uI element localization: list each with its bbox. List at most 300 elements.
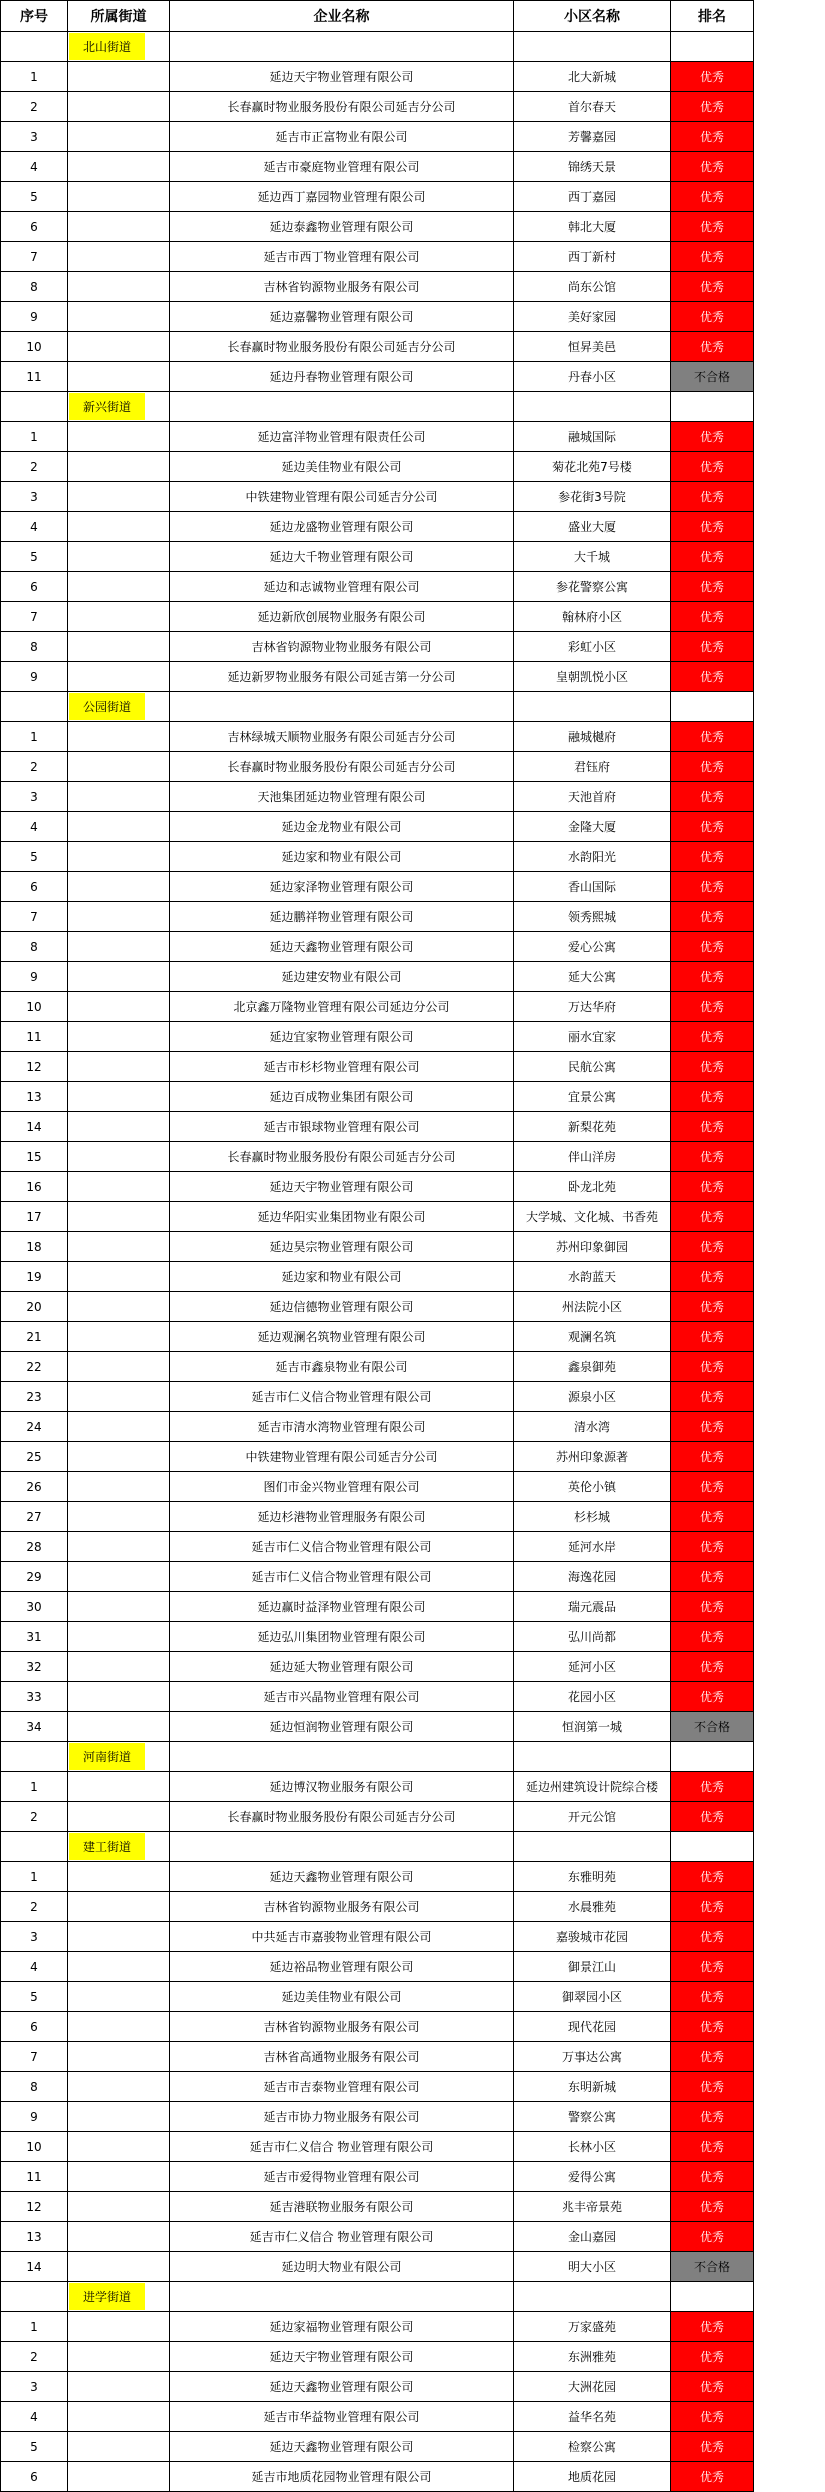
row-rank: 优秀 [671,2462,754,2492]
row-company: 延吉市仁义信合物业管理有限公司 [170,1532,514,1562]
row-company: 延吉市仁义信合 物业管理有限公司 [170,2222,514,2252]
table-row [1,2462,754,2492]
row-company: 延边西丁嘉园物业管理有限公司 [170,182,514,212]
table-row [1,152,754,182]
row-rank: 优秀 [671,1112,754,1142]
row-street [68,1082,170,1112]
row-community: 北大新城 [514,62,671,92]
header-company: 企业名称 [170,1,514,32]
row-company: 延吉市爱得物业管理有限公司 [170,2162,514,2192]
row-street [68,1352,170,1382]
row-rank: 优秀 [671,212,754,242]
row-company: 天池集团延边物业管理有限公司 [170,782,514,812]
header-street: 所属街道 [68,1,170,32]
row-no: 9 [1,662,68,692]
row-rank: 优秀 [671,1562,754,1592]
row-no: 13 [1,2222,68,2252]
section-rank-cell [671,2282,754,2312]
row-no: 8 [1,2072,68,2102]
table-row [1,1592,754,1622]
row-no: 4 [1,1952,68,1982]
row-company: 延吉市仁义信合物业管理有限公司 [170,1382,514,1412]
row-rank: 优秀 [671,1262,754,1292]
row-street [68,242,170,272]
row-street [68,2102,170,2132]
table-row [1,1052,754,1082]
row-community: 大学城、文化城、书香苑 [514,1202,671,1232]
section-row [1,32,754,62]
row-street [68,1712,170,1742]
row-no: 5 [1,2432,68,2462]
table-row [1,1142,754,1172]
row-community: 观澜名筑 [514,1322,671,1352]
row-street [68,1262,170,1292]
row-company: 延边家福物业管理有限公司 [170,2312,514,2342]
row-no: 24 [1,1412,68,1442]
table-row [1,1622,754,1652]
row-no: 1 [1,1772,68,1802]
row-company: 延边赢时益泽物业管理有限公司 [170,1592,514,1622]
row-company: 延边龙盛物业管理有限公司 [170,512,514,542]
row-rank: 不合格 [671,362,754,392]
row-no: 2 [1,752,68,782]
row-company: 延吉市豪庭物业管理有限公司 [170,152,514,182]
row-company: 延边家泽物业管理有限公司 [170,872,514,902]
section-rank-cell [671,1742,754,1772]
row-company: 延吉市清水湾物业管理有限公司 [170,1412,514,1442]
row-rank: 优秀 [671,512,754,542]
table-row [1,182,754,212]
row-community: 芳馨嘉园 [514,122,671,152]
table-row [1,2252,754,2282]
row-company: 延边裕品物业管理有限公司 [170,1952,514,1982]
row-company: 延边建安物业有限公司 [170,962,514,992]
row-community: 卧龙北苑 [514,1172,671,1202]
table-row [1,872,754,902]
row-street [68,962,170,992]
section-community-cell [514,1832,671,1862]
header-row [1,1,754,32]
row-rank: 优秀 [671,272,754,302]
row-street [68,512,170,542]
row-no: 7 [1,602,68,632]
row-rank: 优秀 [671,962,754,992]
row-no: 8 [1,932,68,962]
table-row [1,902,754,932]
row-company: 延吉市吉泰物业管理有限公司 [170,2072,514,2102]
row-community: 韩北大厦 [514,212,671,242]
row-no: 28 [1,1532,68,1562]
row-company: 延吉市杉杉物业管理有限公司 [170,1052,514,1082]
table-row [1,122,754,152]
row-no: 26 [1,1472,68,1502]
row-rank: 优秀 [671,1652,754,1682]
row-community: 丽水宜家 [514,1022,671,1052]
row-community: 锦绣天景 [514,152,671,182]
row-no: 16 [1,1172,68,1202]
row-rank: 优秀 [671,1862,754,1892]
row-community: 开元公馆 [514,1802,671,1832]
row-street [68,122,170,152]
row-community: 首尔春天 [514,92,671,122]
row-rank: 优秀 [671,1292,754,1322]
row-community: 英伦小镇 [514,1472,671,1502]
row-rank: 优秀 [671,2012,754,2042]
row-street [68,2072,170,2102]
row-community: 皇朝凯悦小区 [514,662,671,692]
row-rank: 优秀 [671,932,754,962]
row-company: 延边泰鑫物业管理有限公司 [170,212,514,242]
row-no: 7 [1,2042,68,2072]
row-company: 延吉市仁义信合 物业管理有限公司 [170,2132,514,2162]
row-no: 11 [1,2162,68,2192]
section-row [1,392,754,422]
table-row [1,242,754,272]
row-street [68,1292,170,1322]
table-row [1,1652,754,1682]
row-company: 延边家和物业有限公司 [170,842,514,872]
row-community: 宜景公寓 [514,1082,671,1112]
table-row [1,482,754,512]
row-street [68,1382,170,1412]
section-community-cell [514,2282,671,2312]
section-company-cell [170,692,514,722]
row-no: 8 [1,632,68,662]
row-rank: 优秀 [671,92,754,122]
table-row [1,92,754,122]
table-row [1,992,754,1022]
row-company: 长春赢时物业服务股份有限公司延吉分公司 [170,752,514,782]
row-community: 民航公寓 [514,1052,671,1082]
row-no: 22 [1,1352,68,1382]
row-community: 清水湾 [514,1412,671,1442]
row-company: 长春赢时物业服务股份有限公司延吉分公司 [170,332,514,362]
row-street [68,2012,170,2042]
row-rank: 优秀 [671,1922,754,1952]
row-rank: 优秀 [671,2372,754,2402]
row-company: 延吉港联物业服务有限公司 [170,2192,514,2222]
row-community: 参花街3号院 [514,482,671,512]
row-street [68,212,170,242]
row-community: 东明新城 [514,2072,671,2102]
row-rank: 优秀 [671,122,754,152]
row-rank: 优秀 [671,722,754,752]
table-row [1,1922,754,1952]
row-street [68,1502,170,1532]
row-no: 6 [1,2012,68,2042]
row-no: 4 [1,2402,68,2432]
row-street [68,1142,170,1172]
row-rank: 优秀 [671,542,754,572]
row-company: 延吉市西丁物业管理有限公司 [170,242,514,272]
table-row [1,752,754,782]
row-rank: 优秀 [671,1382,754,1412]
row-community: 领秀熙城 [514,902,671,932]
row-community: 伴山洋房 [514,1142,671,1172]
row-company: 中共延吉市嘉骏物业管理有限公司 [170,1922,514,1952]
row-community: 融城国际 [514,422,671,452]
row-community: 地质花园 [514,2462,671,2492]
table-row [1,1502,754,1532]
row-no: 10 [1,2132,68,2162]
row-no: 18 [1,1232,68,1262]
row-no: 9 [1,962,68,992]
row-no: 3 [1,2372,68,2402]
row-community: 大千城 [514,542,671,572]
row-street [68,2252,170,2282]
row-rank: 优秀 [671,1502,754,1532]
row-no: 2 [1,1892,68,1922]
row-company: 延边恒润物业管理有限公司 [170,1712,514,1742]
row-no: 3 [1,1922,68,1952]
row-no: 14 [1,2252,68,2282]
row-street [68,812,170,842]
row-company: 延边延大物业管理有限公司 [170,1652,514,1682]
row-company: 吉林省钧源物业服务有限公司 [170,1892,514,1922]
row-street [68,2372,170,2402]
table-row [1,1892,754,1922]
row-street [68,782,170,812]
row-no: 13 [1,1082,68,1112]
row-no: 6 [1,212,68,242]
table-row [1,662,754,692]
table-row [1,2342,754,2372]
table-row [1,1112,754,1142]
row-street [68,2042,170,2072]
table-row [1,1232,754,1262]
table-row [1,1172,754,1202]
row-street [68,362,170,392]
row-rank: 优秀 [671,1322,754,1352]
row-no: 1 [1,62,68,92]
row-community: 弘川尚都 [514,1622,671,1652]
row-rank: 优秀 [671,902,754,932]
section-company-cell [170,1742,514,1772]
row-no: 17 [1,1202,68,1232]
row-company: 吉林省钧源物业服务有限公司 [170,2012,514,2042]
row-street [68,2402,170,2432]
table-row [1,1472,754,1502]
row-street [68,1412,170,1442]
row-community: 检察公寓 [514,2432,671,2462]
row-company: 延边百成物业集团有限公司 [170,1082,514,1112]
table-row [1,1022,754,1052]
row-street [68,542,170,572]
row-company: 延边美佳物业有限公司 [170,1982,514,2012]
row-community: 万事达公寓 [514,2042,671,2072]
row-company: 长春赢时物业服务股份有限公司延吉分公司 [170,1142,514,1172]
row-community: 苏州印象源著 [514,1442,671,1472]
row-community: 美好家园 [514,302,671,332]
row-company: 延边嘉馨物业管理有限公司 [170,302,514,332]
row-company: 延吉市兴晶物业管理有限公司 [170,1682,514,1712]
row-community: 东洲雅苑 [514,2342,671,2372]
row-street [68,2462,170,2492]
row-rank: 优秀 [671,1892,754,1922]
section-no-cell [1,32,68,62]
row-community: 新梨花苑 [514,1112,671,1142]
table-row [1,2402,754,2432]
row-street [68,272,170,302]
row-company: 延吉市仁义信合物业管理有限公司 [170,1562,514,1592]
row-street [68,1202,170,1232]
table-row [1,572,754,602]
section-rank-cell [671,692,754,722]
row-no: 2 [1,2342,68,2372]
table-row [1,1982,754,2012]
row-community: 鑫泉御苑 [514,1352,671,1382]
row-street [68,1592,170,1622]
row-company: 延边和志诚物业管理有限公司 [170,572,514,602]
table-row [1,812,754,842]
row-company: 延边美佳物业有限公司 [170,452,514,482]
row-street [68,1052,170,1082]
row-company: 吉林省高通物业服务有限公司 [170,2042,514,2072]
row-street [68,1862,170,1892]
row-rank: 优秀 [671,1472,754,1502]
row-street [68,2342,170,2372]
row-no: 10 [1,332,68,362]
row-rank: 优秀 [671,242,754,272]
row-rank: 优秀 [671,62,754,92]
row-company: 吉林省钧源物业物业服务有限公司 [170,632,514,662]
table-row [1,302,754,332]
table-row [1,1532,754,1562]
row-street [68,2132,170,2162]
row-no: 6 [1,572,68,602]
row-community: 州法院小区 [514,1292,671,1322]
row-company: 吉林绿城天顺物业服务有限公司延吉分公司 [170,722,514,752]
table-row [1,2042,754,2072]
table-row [1,422,754,452]
row-community: 金隆大厦 [514,812,671,842]
row-no: 2 [1,1802,68,1832]
section-no-cell [1,1742,68,1772]
section-community-cell [514,392,671,422]
street-label: 新兴街道 [69,393,145,420]
row-no: 12 [1,2192,68,2222]
table-row [1,2102,754,2132]
section-street-cell [68,2282,170,2312]
row-rank: 优秀 [671,1172,754,1202]
table-row [1,1562,754,1592]
row-rank: 优秀 [671,2432,754,2462]
row-street [68,872,170,902]
row-company: 延边观澜名筑物业管理有限公司 [170,1322,514,1352]
row-rank: 优秀 [671,152,754,182]
row-community: 长林小区 [514,2132,671,2162]
row-community: 丹春小区 [514,362,671,392]
row-no: 11 [1,362,68,392]
table-row [1,1382,754,1412]
row-rank: 不合格 [671,2252,754,2282]
row-company: 北京鑫万隆物业管理有限公司延边分公司 [170,992,514,1022]
section-street-cell [68,1742,170,1772]
table-row [1,2012,754,2042]
row-no: 6 [1,872,68,902]
row-community: 水韵蓝天 [514,1262,671,1292]
row-community: 水晨雅苑 [514,1892,671,1922]
row-rank: 优秀 [671,1772,754,1802]
section-community-cell [514,692,671,722]
table-row [1,2432,754,2462]
row-community: 参花警察公寓 [514,572,671,602]
row-company: 延边天鑫物业管理有限公司 [170,1862,514,1892]
row-company: 延边天鑫物业管理有限公司 [170,932,514,962]
row-rank: 优秀 [671,782,754,812]
row-community: 延河小区 [514,1652,671,1682]
row-no: 4 [1,512,68,542]
row-community: 万家盛苑 [514,2312,671,2342]
row-rank: 优秀 [671,1202,754,1232]
row-community: 东雅明苑 [514,1862,671,1892]
row-no: 9 [1,2102,68,2132]
row-no: 23 [1,1382,68,1412]
row-community: 爱得公寓 [514,2162,671,2192]
row-community: 恒昇美邑 [514,332,671,362]
table-row [1,2312,754,2342]
table-body [1,32,754,2492]
row-community: 融城樾府 [514,722,671,752]
table-row [1,2222,754,2252]
row-street [68,1532,170,1562]
row-no: 2 [1,452,68,482]
row-no: 2 [1,92,68,122]
row-community: 瑞元震品 [514,1592,671,1622]
row-rank: 优秀 [671,1052,754,1082]
row-no: 4 [1,812,68,842]
table-row [1,2162,754,2192]
section-row [1,2282,754,2312]
row-community: 海逸花园 [514,1562,671,1592]
row-community: 彩虹小区 [514,632,671,662]
row-no: 7 [1,242,68,272]
row-no: 3 [1,482,68,512]
table-row [1,272,754,302]
row-community: 菊花北苑7号楼 [514,452,671,482]
table-row [1,1082,754,1112]
row-no: 8 [1,272,68,302]
row-rank: 优秀 [671,662,754,692]
row-rank: 优秀 [671,2072,754,2102]
table-row [1,362,754,392]
row-company: 延边金龙物业有限公司 [170,812,514,842]
section-row [1,1742,754,1772]
row-community: 苏州印象御园 [514,1232,671,1262]
row-community: 益华名苑 [514,2402,671,2432]
row-no: 31 [1,1622,68,1652]
row-rank: 优秀 [671,812,754,842]
street-label: 公园街道 [69,693,145,720]
row-company: 长春赢时物业服务股份有限公司延吉分公司 [170,1802,514,1832]
row-company: 延边富洋物业管理有限责任公司 [170,422,514,452]
row-street [68,602,170,632]
row-community: 大洲花园 [514,2372,671,2402]
table-row [1,632,754,662]
row-rank: 优秀 [671,2222,754,2252]
row-street [68,2312,170,2342]
section-community-cell [514,1742,671,1772]
row-street [68,572,170,602]
table-row [1,842,754,872]
row-street [68,452,170,482]
row-street [68,422,170,452]
row-rank: 优秀 [671,2042,754,2072]
row-company: 延边天鑫物业管理有限公司 [170,2372,514,2402]
row-rank: 优秀 [671,752,754,782]
table-row [1,1772,754,1802]
row-no: 29 [1,1562,68,1592]
